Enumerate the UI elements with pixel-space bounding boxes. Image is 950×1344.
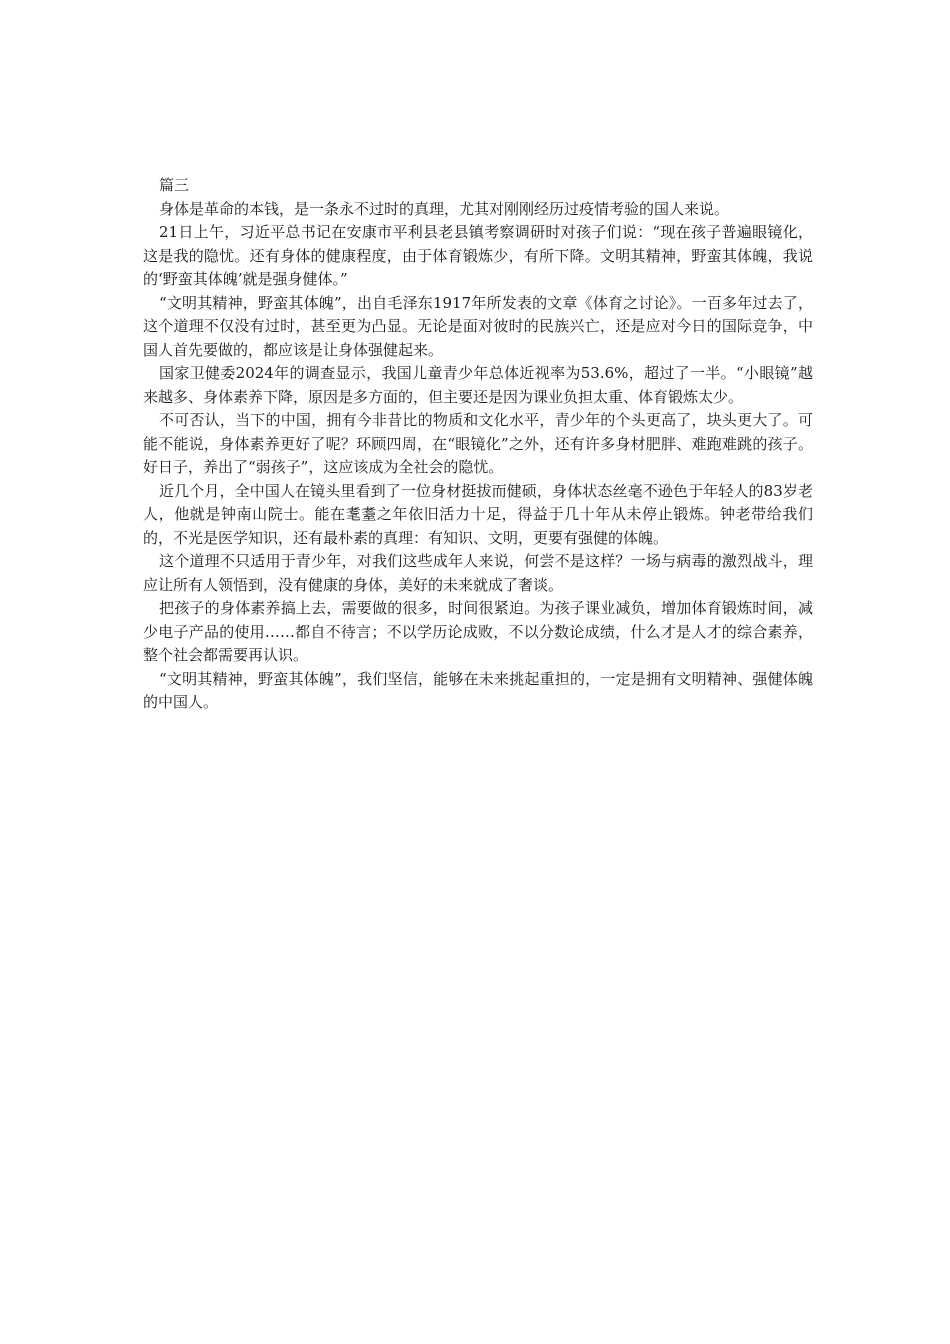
paragraph: 把孩子的身体素养搞上去，需要做的很多，时间很紧迫。为孩子课业减负，增加体育锻炼时间，减少电子产品的使用……都自不待言；不以学历论成败，不以分数论成绩，什么才是人才的综合素养，整个社会都需要再认识。 [143, 599, 813, 664]
paragraph: “文明其精神，野蛮其体魄”，出自毛泽东1917年所发表的文章《体育之讨论》。一百多年过去了，这个道理不仅没有过时，甚至更为凸显。无论是面对彼时的民族兴亡，还是应对今日的国际竞争，中国人首先要做的，都应该是让身体强健起来。 [143, 293, 813, 359]
paragraph: 不可否认，当下的中国，拥有今非昔比的物质和文化水平，青少年的个头更高了，块头更大了。可能不能说，身体素养更好了呢？环顾四周，在“眼镜化”之外，还有许多身材肥胖、难跑难跳的孩子。好日子，养出了“弱孩子”，这应该成为全社会的隐忧。 [143, 411, 813, 476]
paragraph: 国家卫健委2024年的调查显示，我国儿童青少年总体近视率为53.6%，超过了一半。“小眼镜”越来越多、身体素养下降，原因是多方面的，但主要还是因为课业负担太重、体育锻炼太少。 [143, 364, 813, 406]
paragraph: “文明其精神，野蛮其体魄”，我们坚信，能够在未来挑起重担的，一定是拥有文明精神、强健体魄的中国人。 [143, 669, 813, 711]
article-body [143, 174, 813, 715]
paragraph: 身体是革命的本钱，是一条永不过时的真理，尤其对刚刚经历过疫情考验的国人来说。 [159, 199, 730, 218]
paragraph: 近几个月，全中国人在镜头里看到了一位身材挺拔而健硕，身体状态丝毫不逊色于年轻人的83岁老人，他就是钟南山院士。能在耄耋之年依旧活力十足，得益于几十年从未停止锻炼。钟老带给我们的，不光是医学知识，还有最朴素的真理：有知识、文明，更要有强健的体魄。 [143, 481, 813, 547]
section-heading: 篇三 [159, 176, 190, 194]
paragraph: 21日上午，习近平总书记在安康市平利县老县镇考察调研时对孩子们说：“现在孩子普遍眼镜化，这是我的隐忧。还有身体的健康程度，由于体育锻炼少，有所下降。文明其精神，野蛮其体魄，我说的‘野蛮其体魄’就是强身健体。” [143, 223, 813, 288]
paragraph: 这个道理不只适用于青少年，对我们这些成年人来说，何尝不是这样？一场与病毒的激烈战斗，理应让所有人领悟到，没有健康的身体，美好的未来就成了奢谈。 [143, 552, 813, 594]
